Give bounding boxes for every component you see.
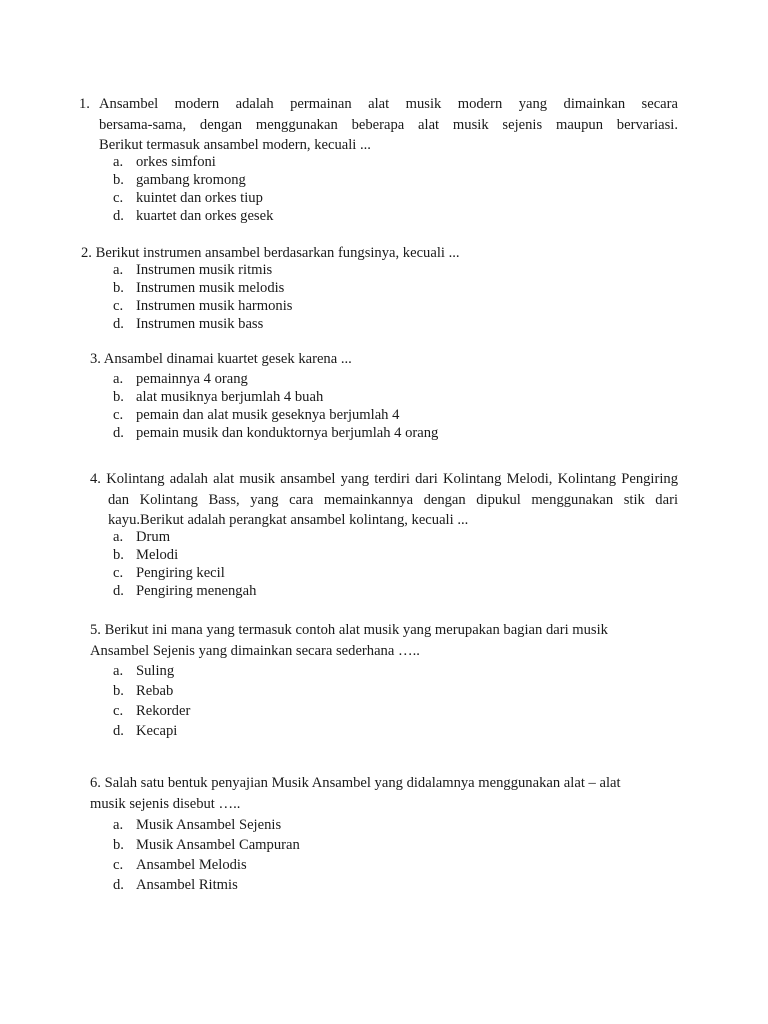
question-5-line-1 [90, 620, 608, 641]
question-3-line-1 [90, 349, 352, 370]
option-text: Drum [136, 529, 171, 545]
question-text: Ansambel modern adalah permainan alat musik modern yang dimainkan secara [99, 96, 678, 112]
option-text: pemain dan alat musik geseknya berjumlah 4 [136, 407, 400, 423]
option-text: Musik Ansambel Campuran [136, 837, 300, 853]
question-1-line-1 [79, 94, 678, 115]
question-5 [90, 620, 608, 661]
option-letter: c. [113, 857, 124, 873]
option-letter: c. [113, 703, 124, 719]
option-text: Musik Ansambel Sejenis [136, 817, 282, 833]
option-text: alat musiknya berjumlah 4 buah [136, 389, 324, 405]
option-text: Instrumen musik harmonis [136, 298, 293, 314]
question-6-line-1 [90, 773, 621, 794]
option-letter: a. [113, 817, 124, 833]
option-text: pemain musik dan konduktornya berjumlah 4 orang [136, 425, 439, 441]
question-4-line-3: kayu.Berikut adalah perangkat ansambel kolintang, kecuali ... [108, 512, 469, 529]
option-text: gambang kromong [136, 172, 246, 188]
question-6 [90, 773, 621, 814]
option-letter: d. [113, 316, 124, 332]
option-letter: c. [113, 407, 124, 423]
option-text: Pengiring menengah [136, 583, 257, 599]
option-letter: a. [113, 663, 124, 679]
option-text: pemainnya 4 orang [136, 371, 248, 387]
option-letter: b. [113, 547, 124, 563]
option-letter: b. [113, 280, 124, 296]
option-letter: c. [113, 190, 124, 206]
option-letter: a. [113, 371, 124, 387]
option-letter: c. [113, 565, 124, 581]
question-1 [79, 94, 678, 156]
question-text: Kolintang adalah alat musik ansambel yang terdiri dari Kolintang Melodi, Kolintang Pengiring [106, 471, 678, 487]
question-text: Ansambel dinamai kuartet gesek karena ... [103, 351, 352, 367]
question-1-line-3: Berikut termasuk ansambel modern, kecuali ... [99, 137, 371, 154]
option-text: Rebab [136, 683, 174, 699]
question-text: Berikut ini mana yang termasuk contoh alat musik yang merupakan bagian dari musik [104, 622, 608, 638]
question-1-line-2: bersama-sama, dengan menggunakan beberapa alat musik sejenis maupun bervariasi. [99, 116, 678, 133]
question-number: 1. [79, 96, 90, 112]
option-letter: b. [113, 683, 124, 699]
option-letter: a. [113, 262, 124, 278]
option-text: orkes simfoni [136, 154, 216, 170]
option-text: Instrumen musik bass [136, 316, 264, 332]
option-text: Melodi [136, 547, 179, 563]
option-text: Instrumen musik melodis [136, 280, 285, 296]
option-text: kuartet dan orkes gesek [136, 208, 274, 224]
question-number: 2. [81, 245, 92, 261]
option-letter: a. [113, 529, 124, 545]
question-number: 3. [90, 351, 101, 367]
question-number: 4. [90, 471, 101, 487]
question-number: 6. [90, 775, 101, 791]
option-letter: b. [113, 837, 124, 853]
option-text: Ansambel Ritmis [136, 877, 238, 893]
question-3 [90, 349, 352, 370]
question-text: Salah satu bentuk penyajian Musik Ansambel yang didalamnya menggunakan alat – alat [104, 775, 621, 791]
option-letter: c. [113, 298, 124, 314]
question-4-line-1 [90, 469, 678, 490]
option-letter: d. [113, 877, 124, 893]
option-letter: b. [113, 172, 124, 188]
option-letter: b. [113, 389, 124, 405]
option-text: Kecapi [136, 723, 178, 739]
question-number: 5. [90, 622, 101, 638]
option-text: Suling [136, 663, 175, 679]
option-text: kuintet dan orkes tiup [136, 190, 263, 206]
option-text: Rekorder [136, 703, 191, 719]
question-4-line-2: dan Kolintang Bass, yang cara memainkannya dengan dipukul menggunakan stik dari [108, 491, 678, 508]
option-text: Instrumen musik ritmis [136, 262, 273, 278]
question-text: Berikut instrumen ansambel berdasarkan fungsinya, kecuali ... [95, 245, 460, 261]
option-letter: d. [113, 583, 124, 599]
option-letter: d. [113, 425, 124, 441]
question-4 [90, 469, 678, 531]
question-5-line-2: Ansambel Sejenis yang dimainkan secara sederhana ….. [90, 642, 420, 659]
option-letter: d. [113, 208, 124, 224]
option-text: Pengiring kecil [136, 565, 225, 581]
option-text: Ansambel Melodis [136, 857, 247, 873]
option-letter: d. [113, 723, 124, 739]
question-6-line-2: musik sejenis disebut ….. [90, 795, 241, 812]
option-letter: a. [113, 154, 124, 170]
